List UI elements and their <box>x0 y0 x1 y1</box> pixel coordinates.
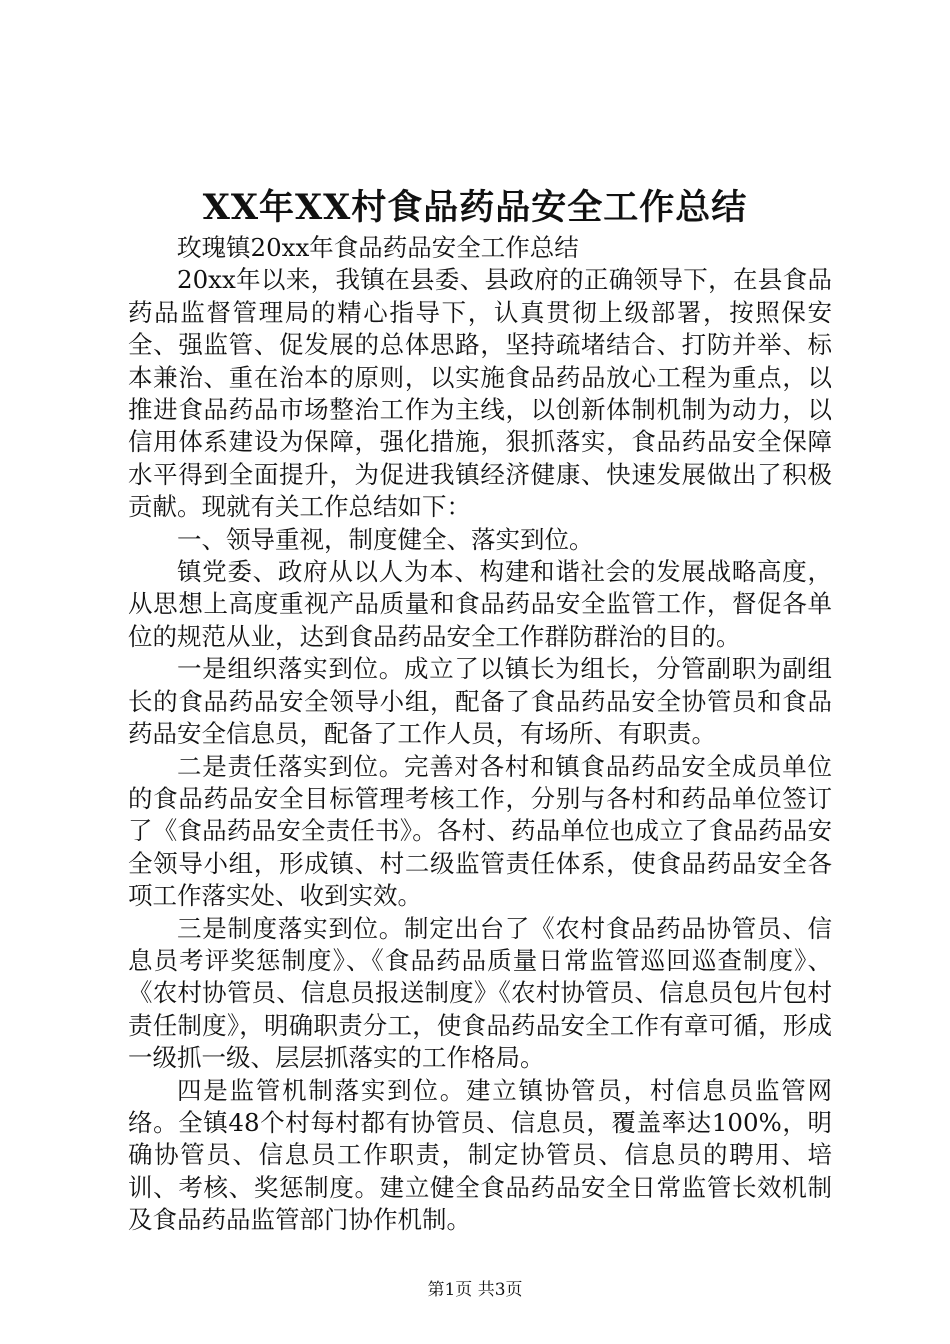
paragraph-regulations: 三是制度落实到位。制定出台了《农村食品药品协管员、信息员考评奖惩制度》、《食品药品质量日常监管巡回巡查制度》、《农村协管员、信息员报送制度》《农村协管员、信息员包片包村责任制度》，明确职责分工，使食品药品安全工作有章可循，形成一级抓一级、层层抓落实的工作格局。 <box>128 913 832 1073</box>
paragraph-overview: 镇党委、政府从以人为本、构建和谐社会的发展战略高度，从思想上高度重视产品质量和食品药品安全监管工作，督促各单位的规范从业，达到食品药品安全工作群防群治的目的。 <box>128 557 832 651</box>
section-heading-1: 一、领导重视，制度健全、落实到位。 <box>177 524 594 554</box>
page-footer: 第1页 共3页 <box>427 1280 523 1300</box>
paragraph-intro: 20xx年以来，我镇在县委、县政府的正确领导下，在县食品药品监督管理局的精心指导下，认真贯彻上级部署，按照保安全、强监管、促发展的总体思路，坚持疏堵结合、打防并举、标本兼治、重在治本的原则，以实施食品药品放心工程为重点，以推进食品药品市场整治工作为主线，以创新体制机制为动力，以信用体系建设为保障，强化措施，狠抓落实，食品药品安全保障水平得到全面提升，为促进我镇经济健康、快速发展做出了积极贡献。现就有关工作总结如下： <box>128 265 832 522</box>
document-body <box>128 232 832 1237</box>
document-title: XX年XX村食品药品安全工作总结 <box>202 187 748 228</box>
paragraph-organization: 一是组织落实到位。成立了以镇长为组长，分管副职为副组长的食品药品安全领导小组，配备了食品药品安全协管员和食品药品安全信息员，配备了工作人员，有场所、有职责。 <box>128 654 832 749</box>
paragraph-responsibility: 二是责任落实到位。完善对各村和镇食品药品安全成员单位的食品药品安全目标管理考核工作，分别与各村和药品单位签订了《食品药品安全责任书》。各村、药品单位也成立了食品药品安全领导小组，形成镇、村二级监管责任体系，使食品药品安全各项工作落实处、收到实效。 <box>128 751 832 911</box>
paragraph-subtitle: 玫瑰镇20xx年食品药品安全工作总结 <box>177 233 579 262</box>
paragraph-supervision: 四是监管机制落实到位。建立镇协管员，村信息员监管网络。全镇48个村每村都有协管员、信息员，覆盖率达100%，明确协管员、信息员工作职责，制定协管员、信息员的聘用、培训、考核、奖惩制度。建立健全食品药品安全日常监管长效机制及食品药品监管部门协作机制。 <box>128 1075 832 1235</box>
